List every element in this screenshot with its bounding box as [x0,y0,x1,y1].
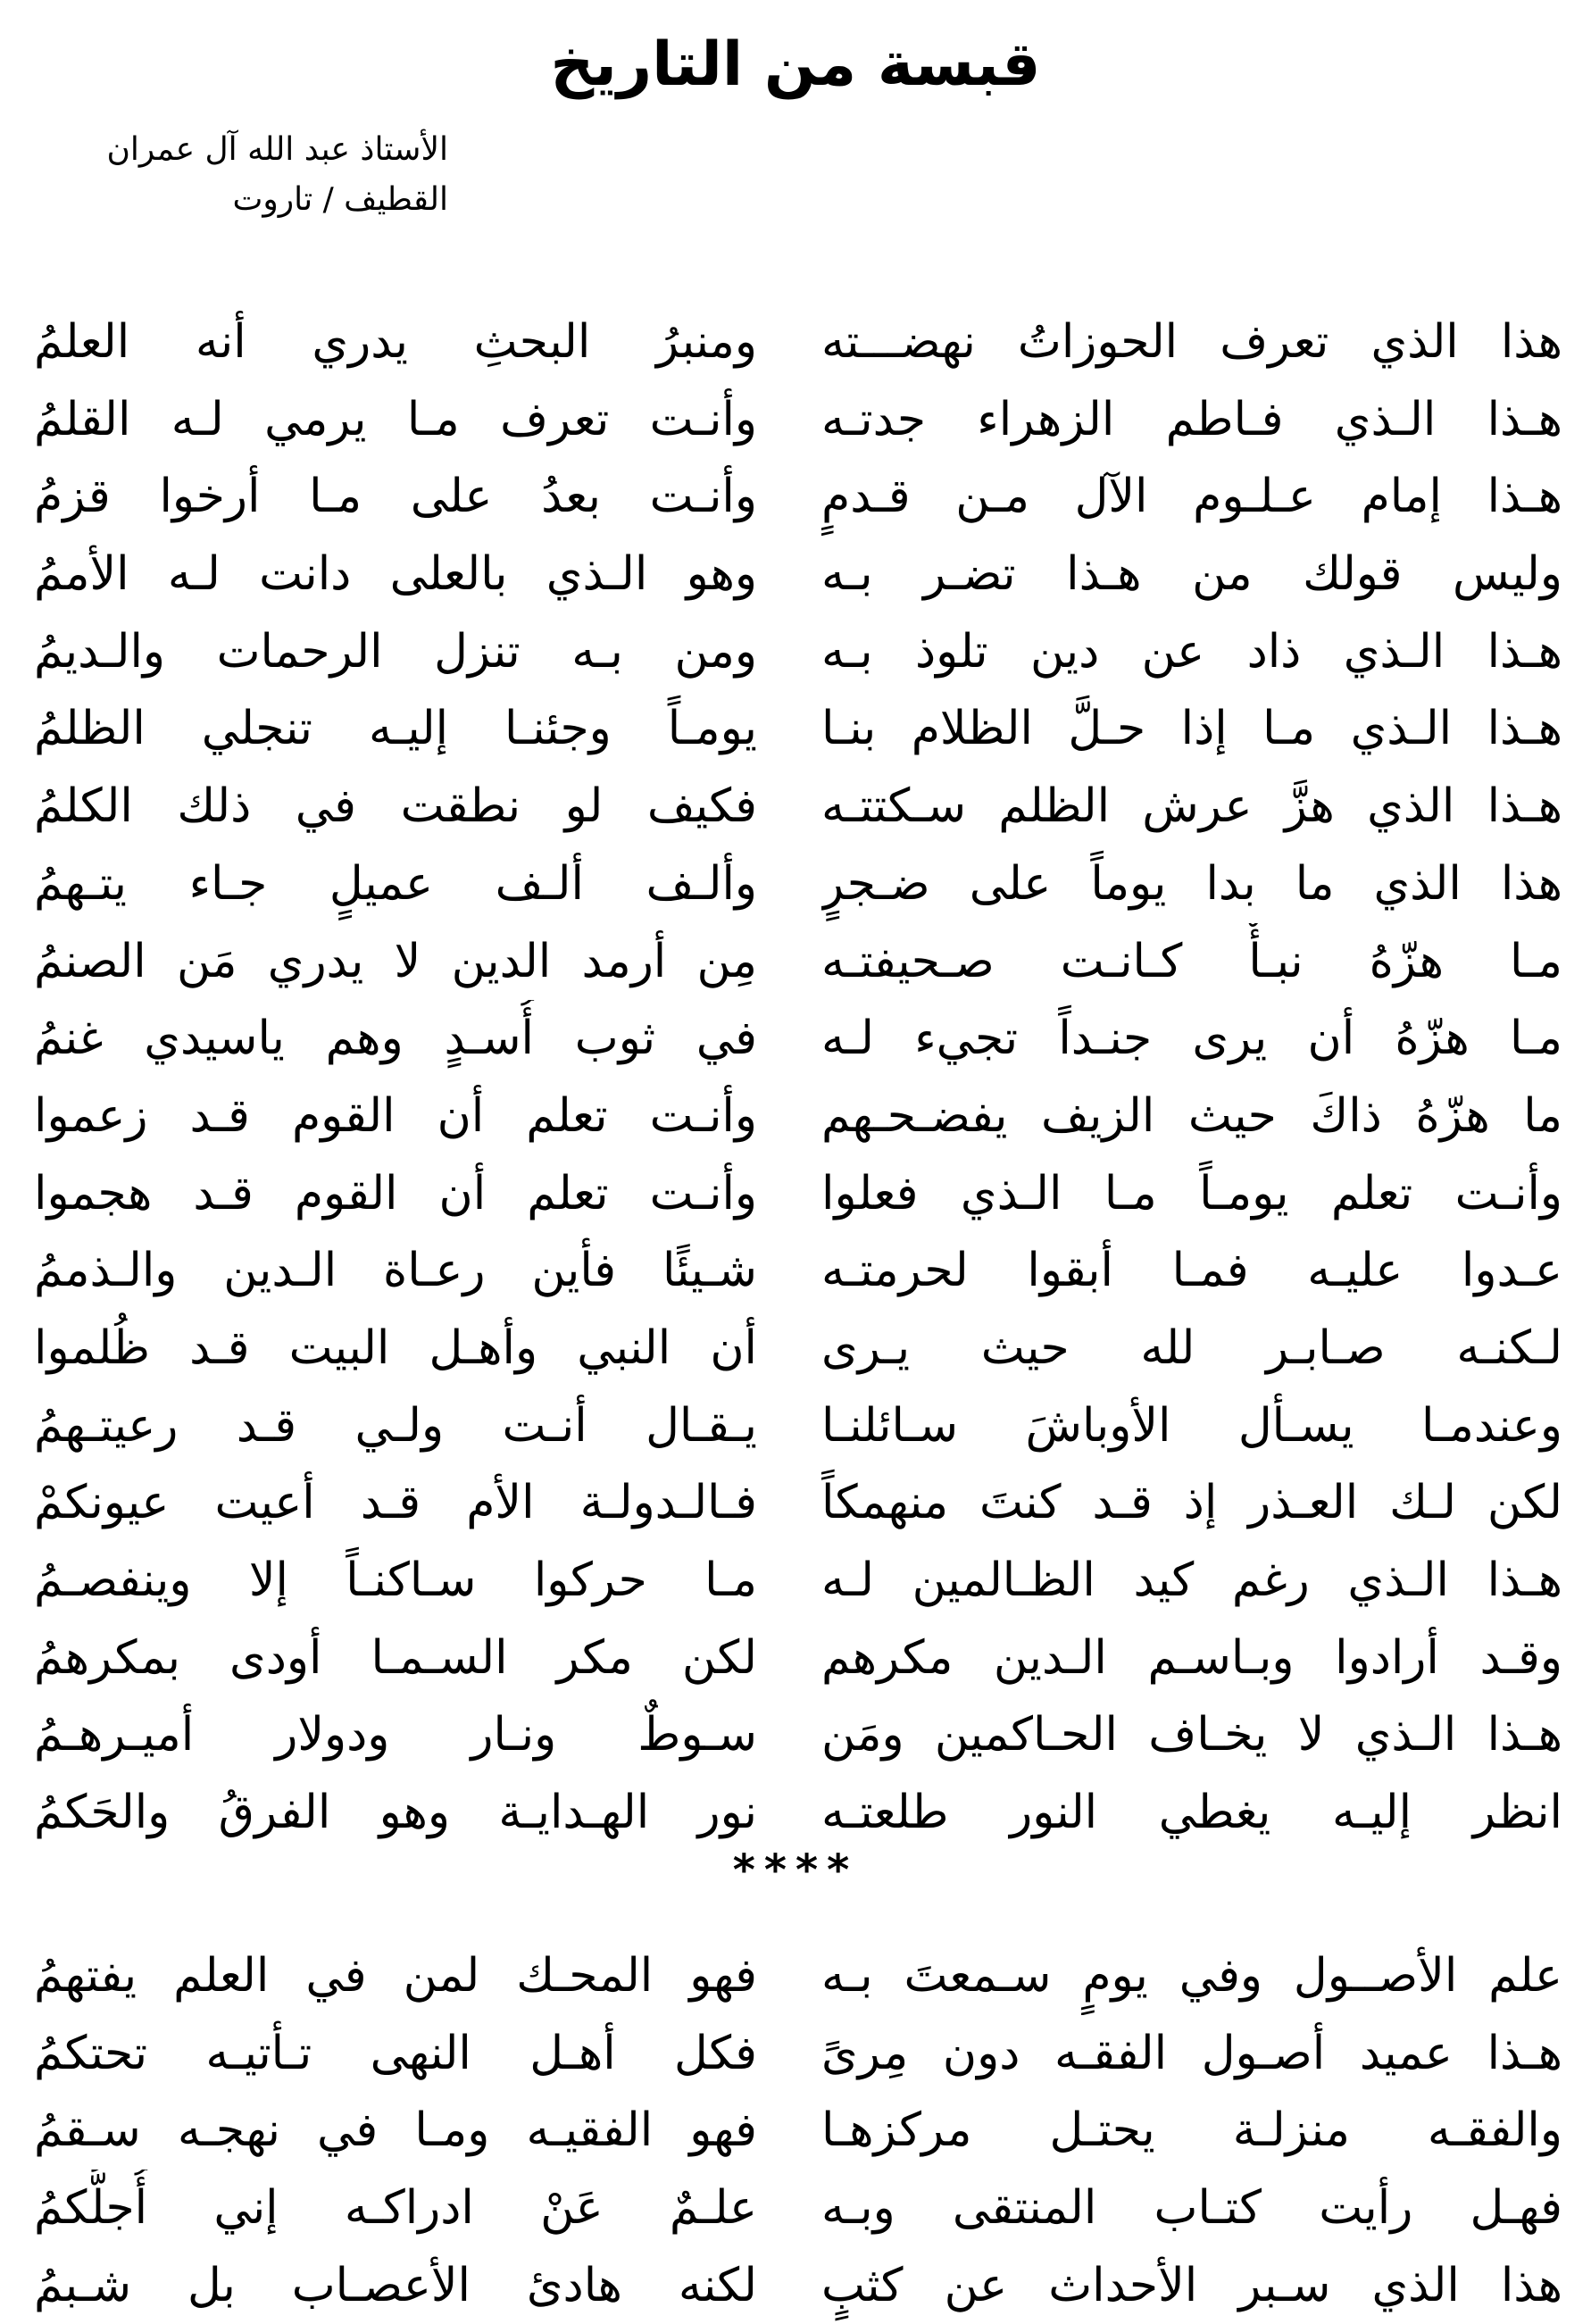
verse-first-half: مـا هزّهُ نبـأٌ كـانـت صـحيفتـه [821,934,1562,988]
verse-second-half: سـوطٌ ونـار ودولار أميـرهـمُ [34,1708,757,1762]
verse-second-half: وألـف ألـف عميلٍ جـاء يتـهمُ [34,856,757,911]
verse-second-half: وأنـت تعلم أن القوم قـد هجموا [34,1166,757,1220]
verse [0,1464,1591,1542]
verse-second-half: ومن بـه تنزل الرحمات والـديمُ [34,624,757,679]
verse-first-half: وليس قولك من هـذا تضـر بـه [821,547,1562,602]
verse-first-half: وأنـت تعلم يومـاً مـا الـذي فعلوا [821,1166,1562,1220]
verse-first-half: انظر إليـه يغطي النور طلعتـه [821,1786,1562,1840]
verse-first-half: هذا الذي ما بدا يوماً على ضـجرٍ [821,856,1562,911]
verse [0,1310,1591,1387]
verse-second-half: وهو الـذي بالعلى دانت لـه الأممُ [34,547,757,602]
verse-second-half: شـيئًا فأين رعـاة الـدين والـذممُ [34,1244,757,1298]
verse-first-half: وقـد أرادوا وبـاسـم الـدين مكرهم [821,1630,1562,1685]
stanza-1 [0,304,1591,1852]
verse-second-half: فهو المحـك لمن في العلم يفتهمُ [34,1949,757,2003]
verse-second-half: وأنـت تعلم أن القوم قـد زعموا [34,1088,757,1143]
verse [0,2092,1591,2170]
verse-second-half: فكيف لو نطقت في ذلك الكلمُ [34,779,757,834]
verse [0,458,1591,536]
verse-second-half: مـا حركوا سـاكنـاً إلا وينفصـمُ [34,1553,757,1607]
verse-second-half: فـالـدولـة الأم قـد أعيت عيونكمْ [34,1476,757,1530]
verse [0,1696,1591,1774]
verse-first-half: ما هزّهُ ذاكَ حيث الزيف يفضـحـهم [821,1088,1562,1143]
verse [0,1937,1591,2015]
verse [0,2015,1591,2093]
verse-first-half: علم الأصــول وفي يومٍ سـمعتَ بـه [821,1949,1562,2003]
verse-first-half: فهـل رأيت كتـاب المنتقى وبـه [821,2181,1562,2236]
verse [0,536,1591,613]
verse-first-half: والفقـه منزلـة يحتـل مركزهـا [821,2103,1562,2158]
verse [0,1542,1591,1620]
verse-first-half: هـذا الـذي ذاد عن دين تلوذ بـه [821,624,1562,679]
verse-first-half: هـذا عميد أصـول الفقـه دون مِرىً [821,2026,1562,2080]
stanza-separator: **** [732,1845,859,1895]
verse [0,1620,1591,1697]
verse-second-half: ومنبرُ البحثِ يدري أنه العلمُ [34,315,757,369]
verse [0,613,1591,691]
verse-first-half: هذا الذي تعرف الحوزاتُ نهضـــته [821,315,1562,369]
verse [0,1078,1591,1155]
verse [0,845,1591,923]
verse-second-half: فهو الفقيـه ومـا في نهجـه سـقمُ [34,2103,757,2158]
verse [0,1387,1591,1465]
verse [0,923,1591,1001]
poem-title: قبسة من التاريخ [550,29,1041,100]
author-location: القطيف / تاروت [232,181,448,218]
verse-second-half: لكن مكر السـمـا أودى بمكرهمُ [34,1630,757,1685]
verse-second-half: علـمٌ عَنْ ادراكـه إني أُجلُّكمُ [34,2181,757,2236]
verse-second-half: وأنـت تعرف مـا يرمي لـه القلمُ [34,392,757,446]
verse-second-half: أن النبي وأهـل البيت قـد ظُلموا [34,1320,757,1375]
verse [0,1000,1591,1078]
verse-second-half: نور الهـدايـة وهو الفرقُ والحَكمُ [34,1786,757,1840]
verse-first-half: لكن لـك العـذر إذ قـد كنتَ منهمكاً [821,1476,1562,1530]
verse [0,1155,1591,1233]
verse [0,2170,1591,2247]
verse-second-half: يومـاً وجئنـا إليـه تنجلي الظلمُ [34,702,757,756]
author-block [20,125,448,225]
verse-second-half: في ثوب أُسـدٍ وهم ياسيدي غنمُ [34,1012,757,1066]
verse-first-half: هـذا إمام عـلـوم الآل مـن قـدمٍ [821,470,1562,524]
verse-first-half: لـكنـه صـابـر لله حيث يـرى [821,1320,1562,1375]
stanza-2 [0,1937,1591,2324]
verse-first-half: عـدوا عليـه فمـا أبقوا لحرمتـه [821,1244,1562,1298]
verse-second-half: يـقـال أنـت ولـي قـد رعيتـهمُ [34,1398,757,1453]
verse [0,381,1591,459]
verse [0,690,1591,768]
verse [0,1232,1591,1310]
verse-first-half: هـذا الذي هزَّ عرش الظلم سـكتتـه [821,779,1562,834]
verse-second-half: وأنـت بعدُ على مـا أرخوا قزمُ [34,470,757,524]
verse-second-half: لكنه هادئ الأعصـاب بل شـبمُ [34,2258,757,2312]
verse-first-half: مـا هزّهُ أن يرى جنـداً تجيء لـه [821,1012,1562,1066]
verse-first-half: هـذا الـذي لا يخـاف الحـاكمين ومَن [821,1708,1562,1762]
verse-second-half: فكل أهـل النهى تـأتيـه تحتكمُ [34,2026,757,2080]
verse-first-half: هـذا الـذي مـا إذا حـلَّ الظلام بنـا [821,702,1562,756]
verse [0,2247,1591,2324]
verse [0,768,1591,845]
author-name: الأستاذ عبد الله آل عمران [106,131,448,168]
verse-first-half: هـذا الـذي فـاطم الزهراء جدتـه [821,392,1562,446]
verse-first-half: هذا الذي سـبر الأحداث عن كثبٍ [821,2258,1562,2312]
verse-first-half: هـذا الـذي رغم كيد الظـالمين لـه [821,1553,1562,1607]
verse-second-half: مِن أرمد الدين لا يدري مَن الصنمُ [34,934,757,988]
verse-first-half: وعندمـا يسـأل الأوباشَ سـائلنـا [821,1398,1562,1453]
verse [0,304,1591,381]
